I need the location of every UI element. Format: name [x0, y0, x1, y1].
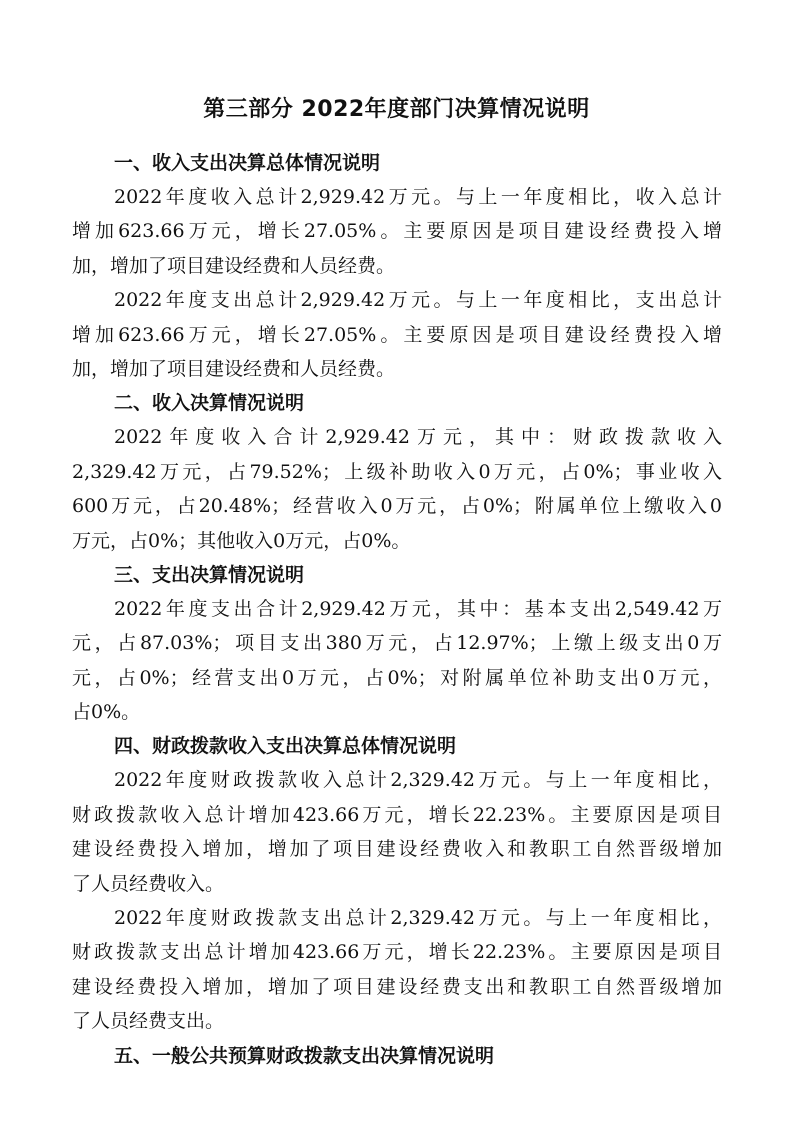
section-heading: 二、收入决算情况说明	[114, 392, 305, 415]
section-heading: 五、一般公共预算财政拨款支出决算情况说明	[114, 1044, 495, 1067]
paragraph-line: 元，占87.03%；项目支出380万元，占12.97%；上缴上级支出0万	[72, 632, 722, 655]
paragraph-line: 建设经费投入增加，增加了项目建设经费收入和教职工自然晋级增加	[72, 838, 722, 861]
paragraph-line: 加，增加了项目建设经费和人员经费。	[72, 357, 396, 380]
paragraph-line: 万元，占0%；其他收入0万元，占0%。	[72, 529, 411, 552]
paragraph-line: 占0%。	[72, 701, 141, 724]
paragraph	[72, 283, 722, 386]
section-heading: 三、支出决算情况说明	[114, 563, 305, 586]
paragraph-line: 2022年度收入合计2,929.42万元，其中：财政拨款收入	[114, 426, 722, 449]
section	[72, 386, 722, 558]
paragraph-line: 了人员经费支出。	[72, 1010, 225, 1033]
paragraph	[72, 420, 722, 558]
paragraph	[72, 901, 722, 1039]
paragraph-line: 加，增加了项目建设经费和人员经费。	[72, 254, 396, 277]
paragraph-line: 元，占0%；经营支出0万元，占0%；对附属单位补助支出0万元，	[72, 666, 722, 689]
section	[72, 146, 722, 386]
paragraph-line: 增加623.66万元，增长27.05%。主要原因是项目建设经费投入增	[72, 220, 722, 243]
paragraph-line: 2,329.42万元，占79.52%；上级补助收入0万元，占0%；事业收入	[72, 460, 722, 483]
page-title: 第三部分 2022年度部门决算情况说明	[203, 97, 590, 122]
section-heading: 一、收入支出决算总体情况说明	[114, 152, 381, 174]
section	[72, 729, 722, 1038]
section	[72, 1039, 722, 1073]
paragraph-line: 财政拨款收入总计增加423.66万元，增长22.23%。主要原因是项目	[72, 803, 722, 826]
section	[72, 558, 722, 730]
paragraph-line: 2022年度支出总计2,929.42万元。与上一年度相比，支出总计	[114, 289, 722, 312]
document-body	[72, 146, 722, 1073]
paragraph	[72, 763, 722, 901]
paragraph-line: 2022年度收入总计2,929.42万元。与上一年度相比，收入总计	[114, 186, 722, 208]
section-heading: 四、财政拨款收入支出决算总体情况说明	[114, 735, 457, 758]
paragraph-line: 了人员经费收入。	[72, 872, 225, 895]
paragraph	[72, 592, 722, 730]
paragraph-line: 建设经费投入增加，增加了项目建设经费支出和教职工自然晋级增加	[72, 975, 722, 998]
paragraph-line: 2022年度支出合计2,929.42万元，其中：基本支出2,549.42万	[114, 597, 722, 620]
paragraph-line: 增加623.66万元，增长27.05%。主要原因是项目建设经费投入增	[72, 323, 722, 346]
paragraph-line: 2022年度财政拨款收入总计2,329.42万元。与上一年度相比，	[114, 769, 722, 792]
paragraph-line: 600万元，占20.48%；经营收入0万元，占0%；附属单位上缴收入0	[72, 495, 722, 518]
paragraph-line: 财政拨款支出总计增加423.66万元，增长22.23%。主要原因是项目	[72, 941, 722, 964]
paragraph-line: 2022年度财政拨款支出总计2,329.42万元。与上一年度相比，	[114, 907, 722, 930]
paragraph	[72, 180, 722, 283]
